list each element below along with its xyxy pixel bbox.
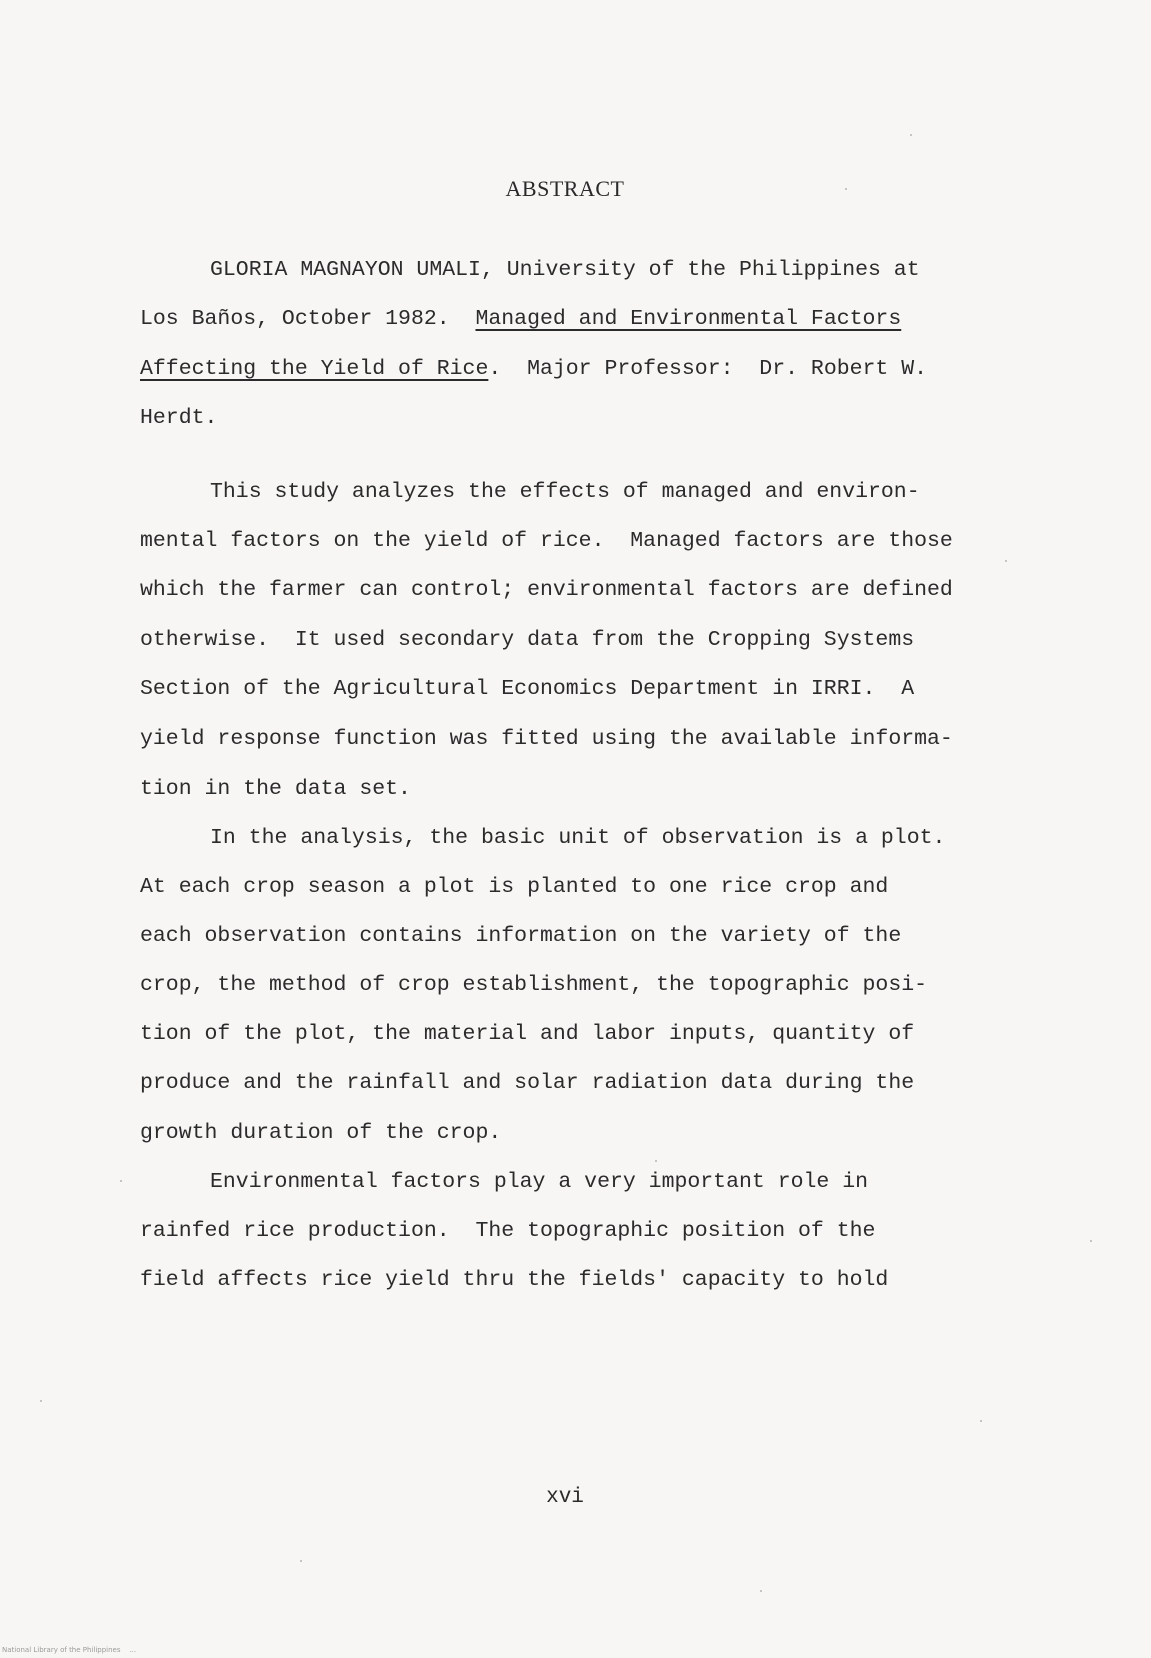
scan-speck bbox=[655, 1160, 657, 1162]
paragraph-2-line: each observation contains information on the variety of the bbox=[140, 924, 902, 948]
page-number: xvi bbox=[546, 1486, 584, 1509]
scan-speck bbox=[1090, 1240, 1092, 1242]
paragraph-2-line: produce and the rainfall and solar radiation data during the bbox=[140, 1071, 915, 1095]
scan-speck bbox=[980, 1420, 982, 1422]
paragraph-1-line: which the farmer can control; environmental factors are defined bbox=[140, 578, 953, 602]
thesis-title-part-1: Managed and Environmental Factors bbox=[475, 307, 902, 331]
scan-speck bbox=[845, 188, 847, 190]
scan-speck bbox=[120, 1180, 122, 1182]
author-line-1: GLORIA MAGNAYON UMALI, University of the Philippines at bbox=[210, 258, 920, 282]
scan-watermark: National Library of the Philippines ... bbox=[2, 1646, 137, 1654]
scan-speck bbox=[910, 134, 912, 136]
paragraph-2-line: At each crop season a plot is planted to one rice crop and bbox=[140, 875, 889, 899]
scan-speck bbox=[300, 1560, 302, 1562]
paragraph-1-line: mental factors on the yield of rice. Managed factors are those bbox=[140, 529, 953, 553]
paragraph-2-line: tion of the plot, the material and labor inputs, quantity of bbox=[140, 1022, 915, 1046]
paragraph-2-line: crop, the method of crop establishment, the topographic posi- bbox=[140, 973, 928, 997]
paragraph-1-line: This study analyzes the effects of managed and environ- bbox=[210, 480, 920, 504]
abstract-heading: ABSTRACT bbox=[505, 176, 625, 201]
paragraph-3-line: field affects rice yield thru the fields' capacity to hold bbox=[140, 1268, 889, 1292]
paragraph-3-line: rainfed rice production. The topographic position of the bbox=[140, 1219, 876, 1243]
scan-speck bbox=[1005, 560, 1007, 562]
author-line-4: Herdt. bbox=[140, 406, 218, 430]
thesis-title-part-2: Affecting the Yield of Rice bbox=[140, 357, 489, 381]
paragraph-1-line: otherwise. It used secondary data from the Cropping Systems bbox=[140, 628, 915, 652]
author-date: Los Baños, October 1982. bbox=[140, 307, 476, 331]
major-professor: . Major Professor: Dr. Robert W. bbox=[488, 357, 928, 381]
paragraph-1-line: tion in the data set. bbox=[140, 777, 411, 801]
paragraph-2-line: growth duration of the crop. bbox=[140, 1121, 502, 1145]
paragraph-2-line: In the analysis, the basic unit of observation is a plot. bbox=[210, 826, 946, 850]
paragraph-1-line: yield response function was fitted using the available informa- bbox=[140, 727, 953, 751]
author-line-2 bbox=[140, 307, 901, 331]
paragraph-1-line: Section of the Agricultural Economics Department in IRRI. A bbox=[140, 677, 915, 701]
scan-speck bbox=[760, 1590, 762, 1592]
scan-speck bbox=[40, 1400, 42, 1402]
paragraph-3-line: Environmental factors play a very important role in bbox=[210, 1170, 869, 1194]
author-line-3 bbox=[140, 357, 927, 381]
